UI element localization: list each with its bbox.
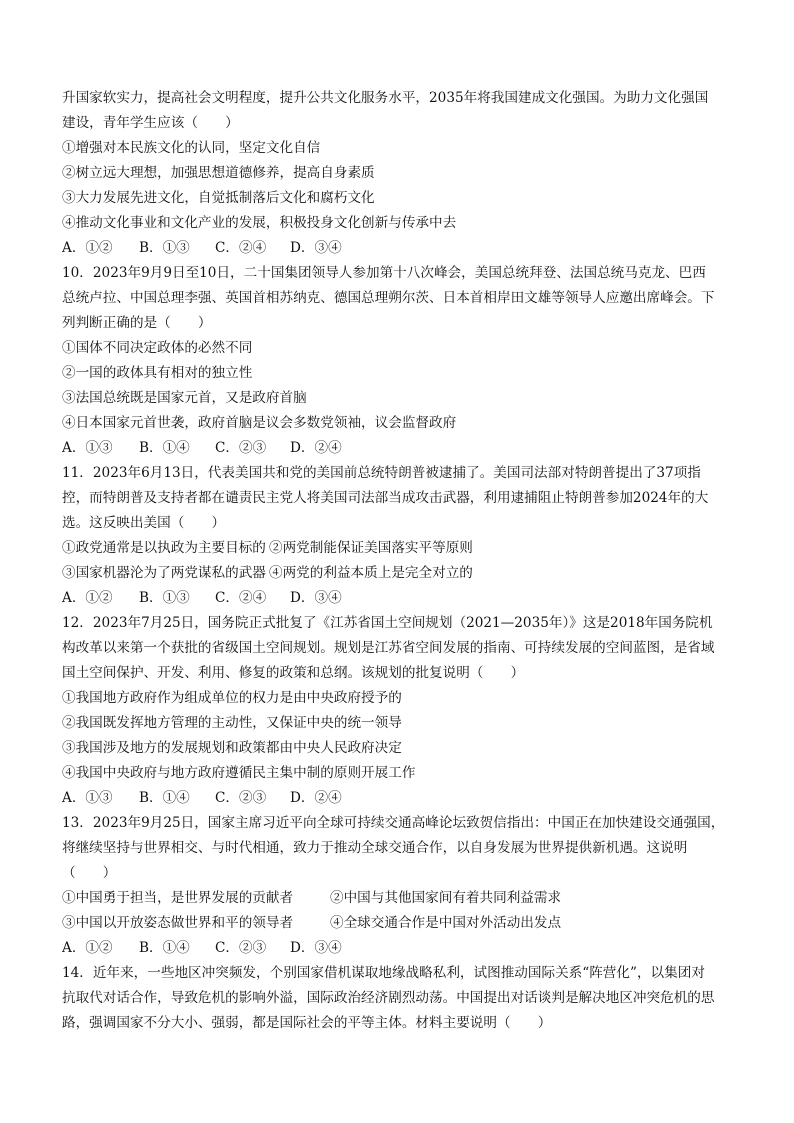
option-a: A．①③ (62, 790, 113, 806)
question-stem-line: 控，而特朗普及支持者都在谴责民主党人将美国司法部当成攻击武器，利用逮捕阻止特朗普参加2024年的大 (62, 490, 709, 506)
statement: ②树立远大理想，加强思想道德修养，提高自身素质 (62, 165, 375, 181)
question-stem-line: 13．2023年9月25日，国家主席习近平向全球可持续交通高峰论坛致贺信指出：中国正在加快建设交通强国， (62, 815, 725, 831)
option-d: D．②④ (290, 440, 342, 456)
statement: ④我国中央政府与地方政府遵循民主集中制的原则开展工作 (62, 765, 416, 781)
statement: ④全球交通合作是中国对外活动出发点 (330, 915, 562, 931)
option-a: A．①③ (62, 440, 113, 456)
question-stem-line: 11．2023年6月13日，代表美国共和党的美国前总统特朗普被逮捕了。美国司法部对特朗普提出了37项指 (62, 465, 701, 481)
question-14 (62, 961, 734, 1036)
statement: ④推动文化事业和文化产业的发展，积极投身文化创新与传承中去 (62, 215, 457, 231)
option-c: C．②④ (215, 590, 267, 606)
statement: ④日本国家元首世袭，政府首脑是议会多数党领袖，议会监督政府 (62, 415, 457, 431)
question-stem-line: 升国家软实力，提高社会文明程度，提升公共文化服务水平，2035年将我国建成文化强国。为助力文化强国 (62, 90, 709, 106)
statement: ①国体不同决定政体的必然不同 (62, 340, 253, 356)
question-9 (62, 86, 734, 261)
question-12 (62, 611, 734, 811)
option-c: C．②③ (215, 940, 267, 956)
question-stem-line: 路，强调国家不分大小、强弱，都是国际社会的平等主体。材料主要说明（ ） (62, 1015, 552, 1031)
statement: ②我国既发挥地方管理的主动性，又保证中央的统一领导 (62, 715, 402, 731)
answer-options (62, 786, 734, 811)
statement: ②两党制能保证美国落实平等原则 (269, 540, 473, 556)
question-stem-line: 14．近年来，一些地区冲突频发，个别国家借机谋取地缘战略私利，试图推动国际关系“阵营化”，以集团对 (62, 965, 705, 981)
question-stem-line: 列判断正确的是（ ） (62, 315, 212, 331)
statement: ④两党的利益本质上是完全对立的 (269, 565, 473, 581)
option-b: B．①④ (139, 790, 190, 806)
statement-pair (62, 536, 734, 561)
question-stem-line: 将继续坚持与世界相交、与时代相通，致力于推动全球交通合作，以自身发展为世界提供新机遇。这说明 (62, 840, 688, 856)
answer-options (62, 236, 734, 261)
statement: ③中国以开放姿态做世界和平的领导者 (62, 915, 294, 931)
question-10 (62, 261, 734, 461)
answer-options (62, 936, 734, 961)
answer-options (62, 586, 734, 611)
statement: ③我国涉及地方的发展规划和政策都由中央人民政府决定 (62, 740, 402, 756)
option-a: A．①② (62, 590, 113, 606)
option-d: D．②④ (290, 790, 342, 806)
statement: ①中国勇于担当，是世界发展的贡献者 (62, 890, 294, 906)
option-a: A．①② (62, 240, 113, 256)
statement: ①增强对本民族文化的认同，坚定文化自信 (62, 140, 321, 156)
question-stem-line: 选。这反映出美国（ ） (62, 515, 226, 531)
statement-pair (62, 911, 734, 936)
option-d: D．③④ (290, 940, 342, 956)
question-stem-line: 10．2023年9月9日至10日，二十国集团领导人参加第十八次峰会，美国总统拜登、法国总统马克龙、巴西 (62, 265, 706, 281)
option-d: D．③④ (290, 590, 342, 606)
statement-pair (62, 561, 734, 586)
option-b: B．①④ (139, 440, 190, 456)
statement: ②中国与其他国家间有着共同利益需求 (330, 890, 562, 906)
statement: ③法国总统既是国家元首，又是政府首脑 (62, 390, 307, 406)
statement: ②一国的政体具有相对的独立性 (62, 365, 253, 381)
statement: ③大力发展先进文化，自觉抵制落后文化和腐朽文化 (62, 190, 375, 206)
question-stem-line: 总统卢拉、中国总理李强、英国首相苏纳克、德国总理朔尔茨、日本首相岸田文雄等领导人应邀出席峰会。下 (62, 290, 715, 306)
option-d: D．③④ (290, 240, 342, 256)
option-c: C．②③ (215, 790, 267, 806)
statement: ①我国地方政府作为组成单位的权力是由中央政府授予的 (62, 690, 402, 706)
option-c: C．②④ (215, 240, 267, 256)
option-c: C．②③ (215, 440, 267, 456)
option-b: B．①③ (139, 590, 190, 606)
option-b: B．①③ (139, 240, 190, 256)
statement: ①政党通常是以执政为主要目标的 (62, 540, 266, 556)
statement-pair (62, 886, 734, 911)
question-stem-line: 抗取代对话合作，导致危机的影响外溢，国际政治经济剧烈动荡。中国提出对话谈判是解决地区冲突危机的思 (62, 990, 715, 1006)
answer-options (62, 436, 734, 461)
question-13 (62, 811, 734, 961)
option-a: A．①② (62, 940, 113, 956)
exam-page (62, 86, 734, 1036)
question-stem-line: （ ） (62, 865, 117, 881)
statement: ③国家机器沦为了两党谋私的武器 (62, 565, 266, 581)
question-11 (62, 461, 734, 611)
option-b: B．①④ (139, 940, 190, 956)
question-stem-line: 建设，青年学生应该（ ） (62, 115, 239, 131)
question-stem-line: 构改革以来第一个获批的省级国土空间规划。规划是江苏省空间发展的指南、可持续发展的空间蓝图，是省域 (62, 640, 715, 656)
question-stem-line: 国土空间保护、开发、利用、修复的政策和总纲。该规划的批复说明（ ） (62, 665, 525, 681)
question-stem-line: 12．2023年7月25日，国务院正式批复了《江苏省国土空间规划（2021—2035年）》这是2018年国务院机 (62, 615, 713, 631)
